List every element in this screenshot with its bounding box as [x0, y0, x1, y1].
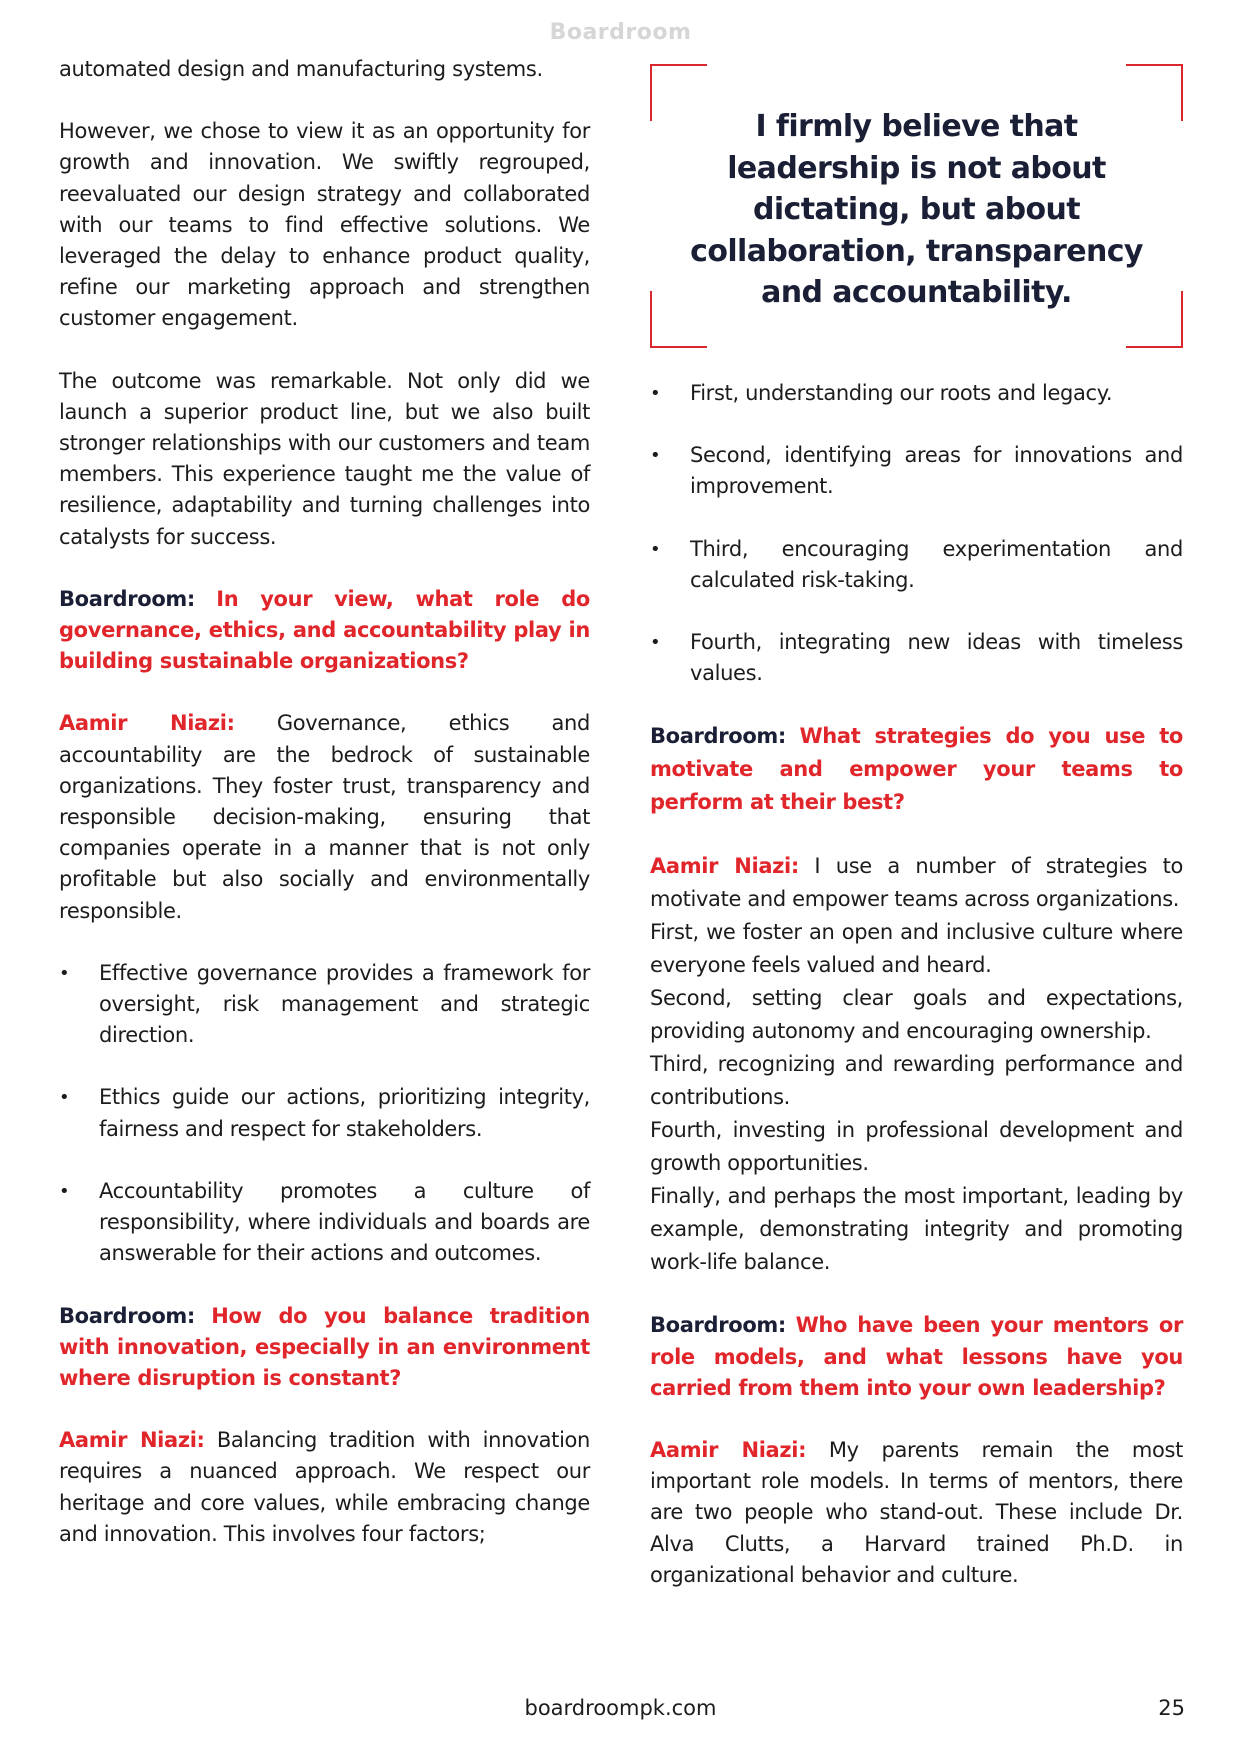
- right-column: [650, 54, 1183, 1591]
- list-item: [650, 378, 1183, 409]
- question-text: How do you balance tradition with innovation, especially in an environment where disruption is constant?: [59, 1303, 590, 1390]
- pull-quote: [650, 54, 1183, 348]
- list-item: [59, 958, 590, 1052]
- interviewer-label: Boardroom:: [59, 586, 195, 611]
- strategy-line-finally: Finally, and perhaps the most important, leading by example, demonstrating integrity and promoting work-life balance.: [650, 1184, 1183, 1275]
- list-item-text: Effective governance provides a framework for oversight, risk management and strategic direction.: [99, 960, 590, 1048]
- answer-motivation-strategies: [650, 850, 1183, 1279]
- question-mentors: [650, 1310, 1183, 1404]
- question-governance: [59, 584, 590, 678]
- left-column: [59, 54, 590, 1550]
- page-number: 25: [1158, 1696, 1185, 1720]
- list-item: [650, 627, 1183, 689]
- list-item-text: First, understanding our roots and legacy.: [690, 381, 1113, 405]
- question-tradition-innovation: [59, 1301, 590, 1395]
- bullet-icon: •: [650, 632, 661, 654]
- question-text: Who have been your mentors or role models, and what lessons have you carried from them into your own leadership?: [650, 1313, 1183, 1400]
- list-item: [650, 534, 1183, 596]
- bullet-icon: •: [59, 1087, 70, 1109]
- list-item-text: Ethics guide our actions, prioritizing integrity, fairness and respect for stakeholders.: [99, 1085, 590, 1141]
- outcome-paragraph: The outcome was remarkable. Not only did we launch a superior product line, but we also built stronger relationships with our customers and team members. This experience taught me the value of resilience, adaptability and turning challenges into catalysts for success.: [59, 368, 590, 549]
- pull-quote-text: I firmly believe that leadership is not about dictating, but about collaboration, transparency and accountability.: [690, 109, 1143, 310]
- bullet-icon: •: [59, 962, 70, 984]
- governance-bullet-list: [59, 958, 590, 1270]
- bullet-icon: •: [650, 383, 661, 404]
- bullet-icon: •: [59, 1180, 70, 1202]
- list-item-text: Second, identifying areas for innovations and improvement.: [690, 443, 1183, 499]
- bullet-icon: •: [650, 445, 661, 467]
- answer-tradition-innovation: [59, 1425, 590, 1550]
- list-item: [59, 1176, 590, 1270]
- answer-text: Governance, ethics and accountability are the bedrock of sustainable organizations. They foster trust, transparency and responsible decision-making, ensuring that companies operate in a manner that is not only profitable but also socially and environmentally responsible.: [59, 711, 590, 923]
- interviewer-label: Boardroom:: [650, 724, 786, 749]
- footer-website-link[interactable]: boardroompk.com: [524, 1696, 717, 1720]
- list-item-text: Third, encouraging experimentation and calculated risk-taking.: [690, 536, 1183, 592]
- bullet-icon: •: [650, 538, 661, 560]
- interviewee-label: Aamir Niazi:: [59, 1428, 205, 1453]
- interviewee-label: Aamir Niazi:: [650, 854, 799, 879]
- answer-mentors: [650, 1435, 1183, 1591]
- list-item-text: Fourth, integrating new ideas with timeless values.: [690, 630, 1183, 686]
- list-item: [59, 1082, 590, 1144]
- strategy-line-fourth: Fourth, investing in professional development and growth opportunities.: [650, 1118, 1183, 1176]
- answer-text: I use a number of strategies to motivate and empower teams across organizations.: [650, 854, 1183, 912]
- list-item: [650, 440, 1183, 502]
- question-text: In your view, what role do governance, ethics, and accountability play in building sustainable organizations?: [59, 586, 590, 674]
- interviewee-label: Aamir Niazi:: [650, 1438, 807, 1463]
- answer-text: Balancing tradition with innovation requires a nuanced approach. We respect our heritage and core values, while embracing change and innovation. This involves four factors;: [59, 1428, 591, 1546]
- list-item-text: Accountability promotes a culture of responsibility, where individuals and boards are answerable for their actions and outcomes.: [99, 1178, 590, 1266]
- interviewee-label: Aamir Niazi:: [59, 711, 235, 736]
- question-motivation-strategies: [650, 720, 1183, 819]
- interviewer-label: Boardroom:: [650, 1313, 786, 1338]
- interviewer-label: Boardroom:: [59, 1303, 195, 1328]
- intro-tail-paragraph: automated design and manufacturing systems.: [59, 57, 543, 81]
- question-text: What strategies do you use to motivate and empower your teams to perform at their best?: [650, 724, 1183, 815]
- answer-text: My parents remain the most important role models. In terms of mentors, there are two people who stand-out. These include Dr. Alva Clutts, a Harvard trained Ph.D. in organizational behavior and culture.: [650, 1438, 1184, 1587]
- answer-governance: [59, 708, 590, 926]
- strategy-line-second: Second, setting clear goals and expectations, providing autonomy and encouraging ownership.: [650, 986, 1183, 1044]
- answer-intro: [650, 850, 1183, 916]
- strategy-line-third: Third, recognizing and rewarding performance and contributions.: [650, 1052, 1183, 1110]
- running-header-title: Boardroom: [549, 20, 692, 45]
- strategy-line-first: First, we foster an open and inclusive culture where everyone feels valued and heard.: [650, 920, 1183, 978]
- four-factors-bullet-list: [650, 378, 1183, 689]
- however-paragraph: However, we chose to view it as an opportunity for growth and innovation. We swiftly regrouped, reevaluated our design strategy and collaborated with our teams to find effective solutions. We leveraged the delay to enhance product quality, refine our marketing approach and strengthen customer engagement.: [59, 119, 590, 331]
